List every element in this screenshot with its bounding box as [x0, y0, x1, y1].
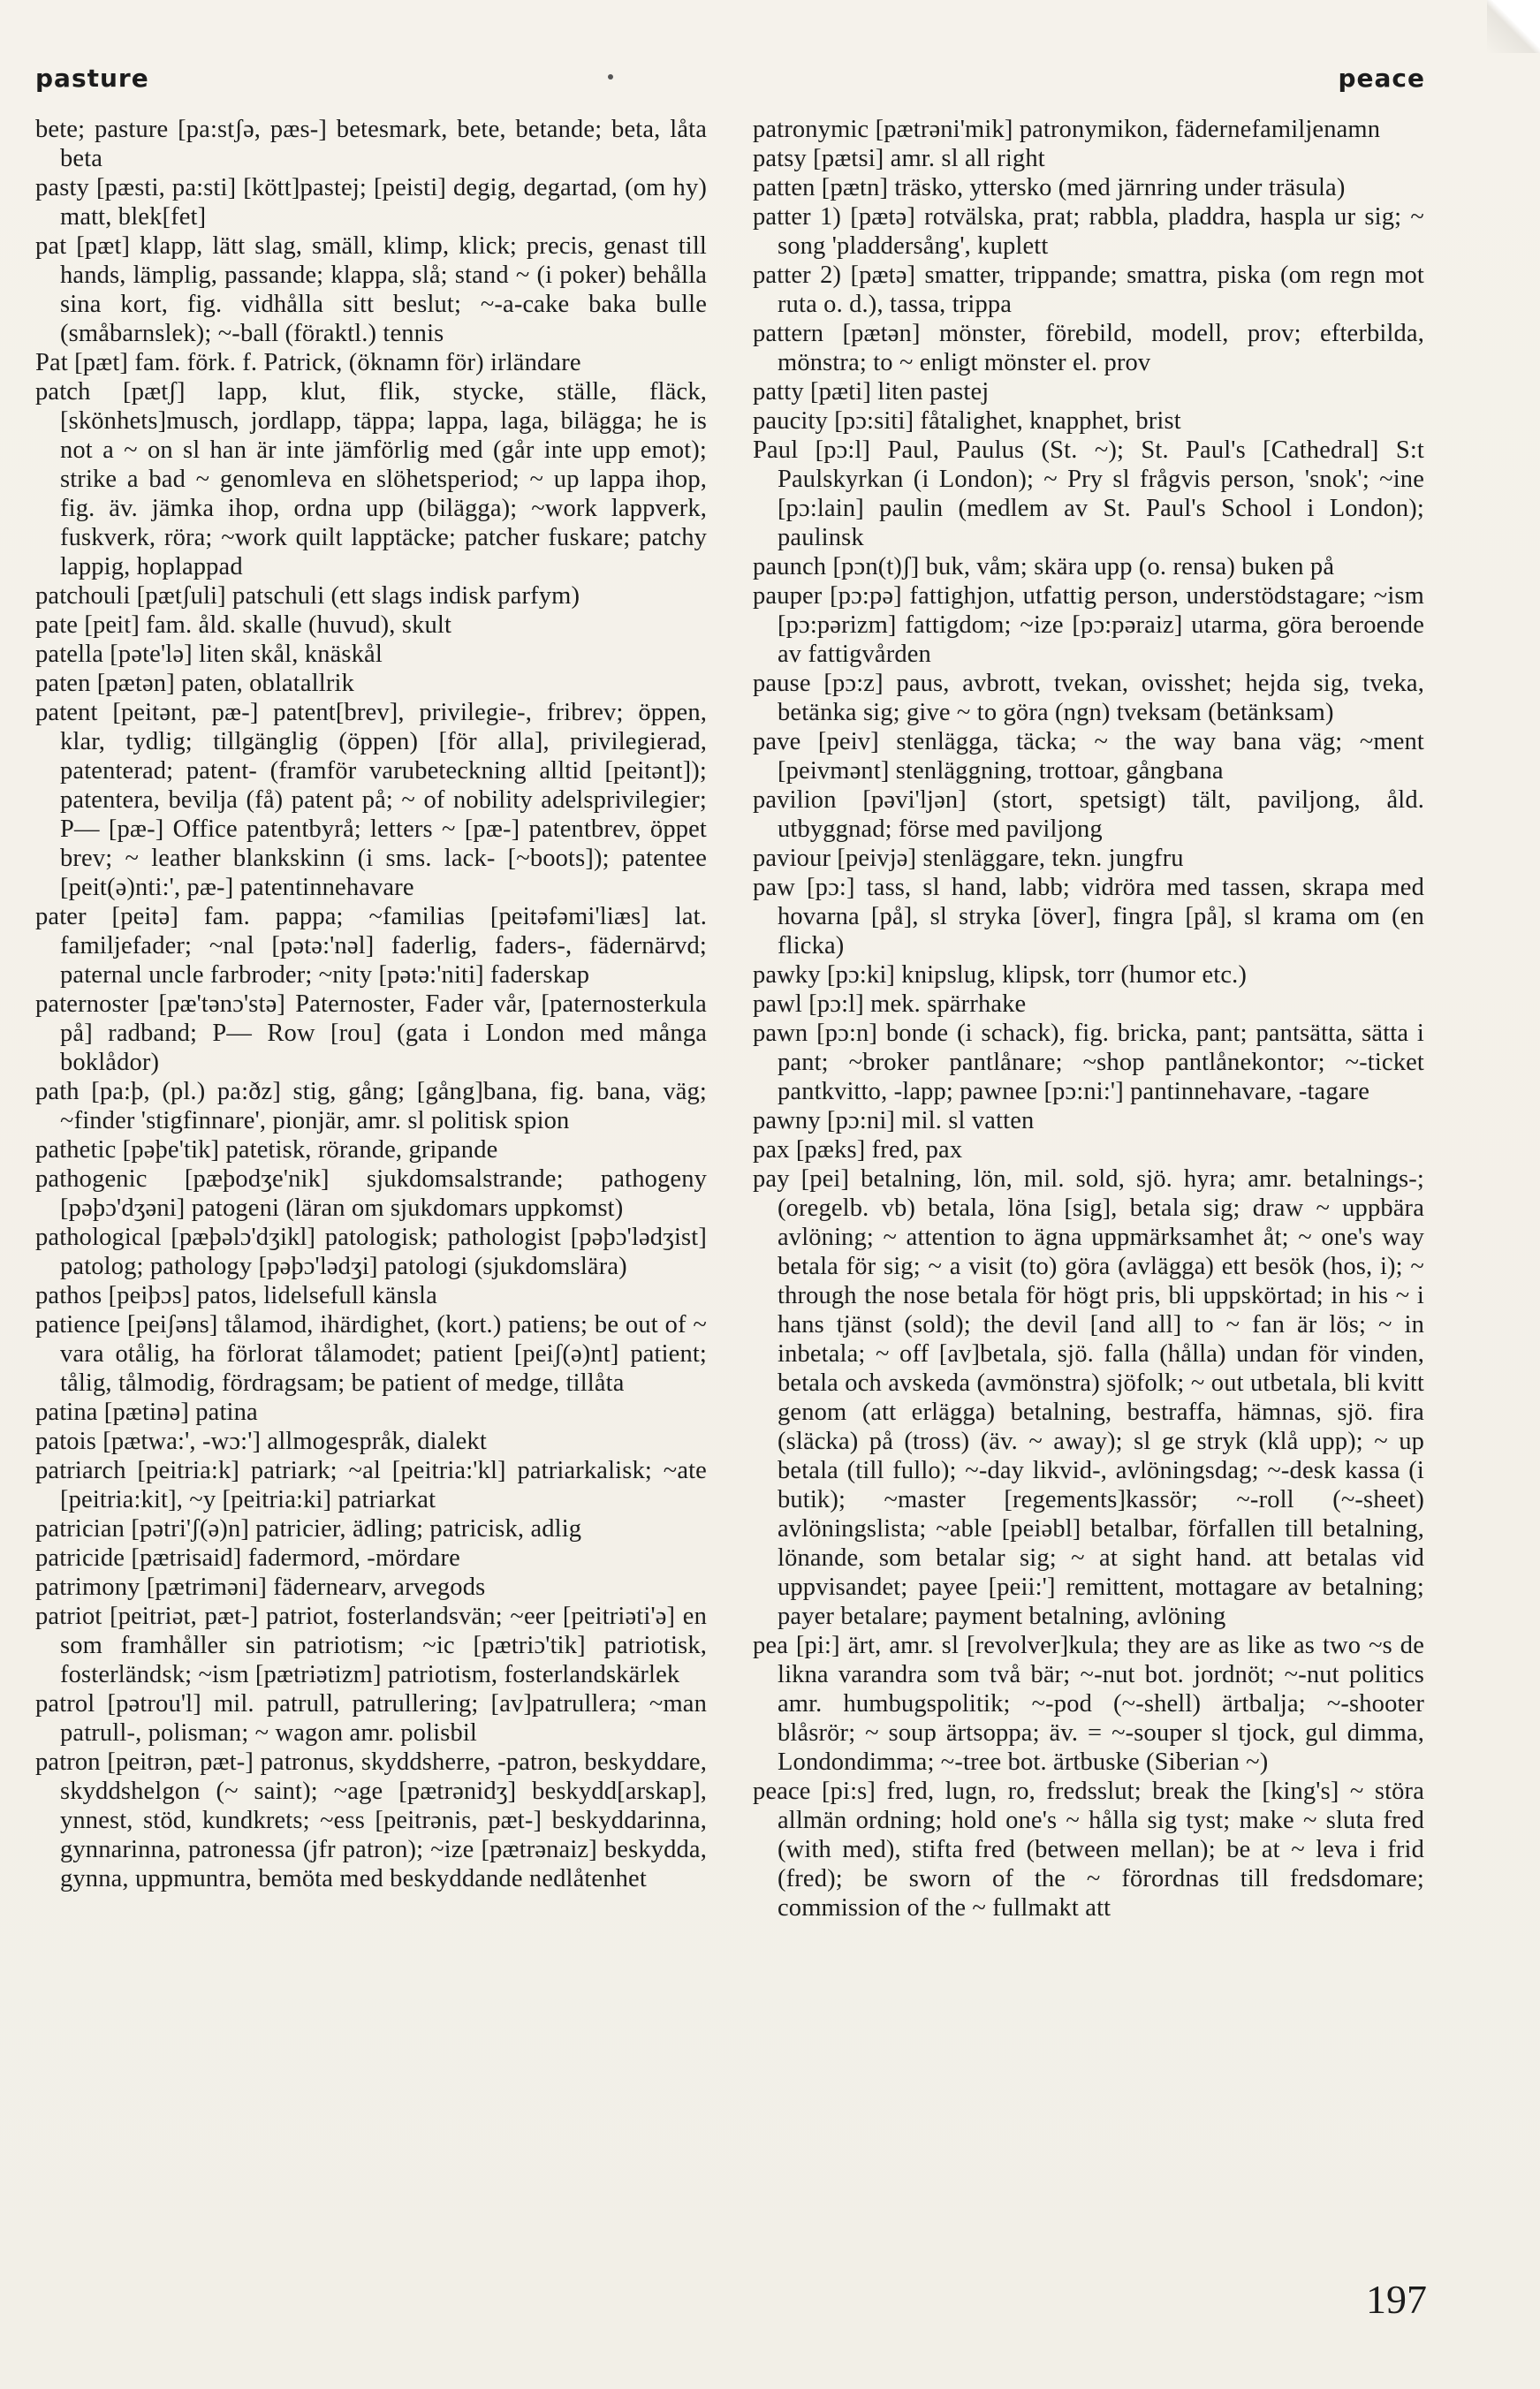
dictionary-entry: paucity [pɔ:siti] fåtalighet, knapphet, brist [753, 407, 1181, 435]
left-column [35, 115, 707, 1893]
dictionary-entry: pathos [peiþɔs] patos, lidelsefull känsla [35, 1282, 437, 1309]
dictionary-entry: pause [pɔ:z] paus, avbrott, tvekan, ovisshet; hejda sig, tveka, betänka sig; give ~ to göra (ngn) tveksam (betänksam) [753, 670, 1424, 726]
running-head-left: pasture [35, 64, 149, 93]
dictionary-entry: peace [pi:s] fred, lugn, ro, fredsslut; break the [king's] ~ störa allmän ordning; hold one's ~ hålla sig tyst; make ~ sluta fred (with med), stifta fred (between mellan); be at ~ leva i frid (fred); be sworn of the ~ förordnas till fredsdomare; commission of the ~ fullmakt att [753, 1778, 1424, 1922]
dictionary-entry: patten [pætn] träsko, yttersko (med järnring under träsula) [753, 174, 1346, 201]
page-number: 197 [1366, 2277, 1427, 2322]
dictionary-entry: pawky [pɔ:ki] knipslug, klipsk, torr (humor etc.) [753, 961, 1248, 989]
dictionary-entry: patina [pætinə] patina [35, 1399, 258, 1426]
dictionary-entry: patchouli [pætʃuli] patschuli (ett slags indisk parfym) [35, 582, 580, 610]
dictionary-entry: patrician [pətri'ʃ(ə)n] patricier, ädling; patricisk, adlig [35, 1515, 582, 1543]
dictionary-entry: patch [pætʃ] lapp, klut, flik, stycke, ställe, fläck, [skönhets]musch, jordlapp, täppa; lappa, laga, bilägga; he is not a ~ on sl han är inte jämförlig med (går inte upp emot); strike a bad ~ genomleva en slöhetsperiod; ~ up lappa ihop, fig. äv. jämka ihop, ordna upp (bilägga); ~work lappverk, fuskverk, röra; ~work quilt lapptäcke; patcher fuskare; patchy lappig, hoplappad [35, 378, 707, 580]
dictionary-entry: pawny [pɔ:ni] mil. sl vatten [753, 1107, 1035, 1134]
dictionary-entry: pate [peit] fam. åld. skalle (huvud), skult [35, 611, 452, 639]
header-dot [608, 74, 613, 80]
dictionary-entry: pathogenic [pæþodʒe'nik] sjukdomsalstrande; pathogeny [pəþɔ'dʒəni] patogeni (läran om sjukdomars uppkomst) [35, 1165, 707, 1222]
dictionary-entry: Pat [pæt] fam. förk. f. Patrick, (öknamn för) irländare [35, 349, 581, 376]
dictionary-entry: patent [peitənt, pæ-] patent[brev], privilegie-, fribrev; öppen, klar, tydlig; tillgänglig (öppen) [för alla], privilegierad, patenterad; patent- (framför varubeteckning alltid [peitənt]); patentera, bevilja (få) patent på; ~ of nobility adelsprivilegier; P— [pæ-] Office patentbyrå; letters ~ [pæ-] patentbrev, öppet brev; ~ leather blankskinn (i sms. lack- [~boots]); patentee [peit(ə)nti:', pæ-] patentinnehavare [35, 699, 707, 901]
dictionary-entry: patronymic [pætrəni'mik] patronymikon, fädernefamiljenamn [753, 116, 1381, 143]
dictionary-entry: paten [pætən] paten, oblatallrik [35, 670, 354, 697]
dictionary-entry: patois [pætwa:', -wɔ:'] allmogespråk, dialekt [35, 1428, 487, 1455]
dictionary-entry: patron [peitrən, pæt-] patronus, skyddsherre, -patron, beskyddare, skyddshelgon (~ saint); ~age [pætrənidʒ] beskydd[arskap], ynnest, stöd, kundkrets; ~ess [peitrənis, pæt-] beskyddarinna, gynnarinna, patronessa (jfr patron); ~ize [pætrənaiz] beskydda, gynna, uppmuntra, bemöta med beskyddande nedlåtenhet [35, 1748, 707, 1892]
dictionary-entry: pat [pæt] klapp, lätt slag, smäll, klimp, klick; precis, genast till hands, lämplig, passande; klappa, slå; stand ~ (i poker) behålla sina kort, fig. vidhålla sitt beslut; ~-a-cake baka bulle (småbarnslek); ~-ball (föraktl.) tennis [35, 232, 707, 347]
right-column [753, 115, 1424, 1923]
dictionary-entry: pasty [pæsti, pa:sti] [kött]pastej; [peisti] degig, degartad, (om hy) matt, blek[fet] [35, 174, 707, 231]
dictionary-entry: pawl [pɔ:l] mek. spärrhake [753, 990, 1027, 1018]
dictionary-entry: pea [pi:] ärt, amr. sl [revolver]kula; they are as like as two ~s de likna varandra som två bär; ~-nut bot. jordnöt; ~-nut politics amr. humbugspolitik; ~-pod (~-shell) ärtbalja; ~-shooter blåsrör; ~ soup ärtsoppa; äv. = ~-souper sl tjock, gul dimma, Londondimma; ~-tree bot. ärtbuske (Siberian ~) [753, 1632, 1424, 1776]
dictionary-entry: patriot [peitriət, pæt-] patriot, fosterlandsvän; ~eer [peitriəti'ə] en som framhåller sin patriotism; ~ic [pætriɔ'tik] patriotisk, fosterländsk; ~ism [pætriətizm] patriotism, fosterlandskärlek [35, 1603, 707, 1688]
dictionary-entry: patella [pəte'lə] liten skål, knäskål [35, 641, 383, 668]
dictionary-entry: patience [peiʃəns] tålamod, ihärdighet, (kort.) patiens; be out of ~ vara otålig, ha förlorat tålamodet; patient [peiʃ(ə)nt] patient; tålig, tålmodig, fördragsam; be patient of medge, tillåta [35, 1311, 707, 1397]
dictionary-entry: paunch [pɔn(t)ʃ] buk, våm; skära upp (o. rensa) buken på [753, 553, 1335, 580]
running-head-right: peace [1338, 64, 1425, 93]
dictionary-entry: pattern [pætən] mönster, förebild, modell, prov; efterbilda, mönstra; to ~ enligt mönster el. prov [753, 320, 1424, 376]
dictionary-entry: patsy [pætsi] amr. sl all right [753, 145, 1045, 172]
dictionary-entry: paternoster [pæ'tənɔ'stə] Paternoster, Fader vår, [paternosterkula på] radband; P— Row [rou] (gata i London med många boklådor) [35, 990, 707, 1076]
dictionary-entry: pauper [pɔ:pə] fattighjon, utfattig person, understödstagare; ~ism [pɔ:pərizm] fattigdom; ~ize [pɔ:pəraiz] utarma, göra beroende av fattigvården [753, 582, 1424, 668]
dictionary-entry: paviour [peivjə] stenläggare, tekn. jungfru [753, 845, 1184, 872]
dictionary-entry: patty [pæti] liten pastej [753, 378, 990, 406]
dictionary-entry: pathetic [pəþe'tik] patetisk, rörande, gripande [35, 1136, 498, 1164]
dictionary-entry: path [pa:þ, (pl.) pa:ðz] stig, gång; [gång]bana, fig. bana, väg; ~finder 'stigfinnare', pionjär, amr. sl politisk spion [35, 1078, 707, 1134]
dictionary-entry: paw [pɔ:] tass, sl hand, labb; vidröra med tassen, skrapa med hovarna [på], sl stryka [över], fingra [på], sl krama om (en flicka) [753, 874, 1424, 959]
dictionary-entry: pathological [pæþəlɔ'dʒikl] patologisk; pathologist [pəþɔ'lədʒist] patolog; pathology [pəþɔ'lədʒi] patologi (sjukdomslära) [35, 1224, 707, 1280]
dictionary-entry: pavilion [pəvi'ljən] (stort, spetsigt) tält, paviljong, åld. utbyggnad; förse med paviljong [753, 786, 1424, 843]
dictionary-entry: patricide [pætrisaid] fadermord, -mördare [35, 1544, 460, 1572]
dictionary-entry: patter 1) [pætə] rotvälska, prat; rabbla, pladdra, haspla ur sig; ~ song 'pladdersång', kuplett [753, 203, 1424, 260]
page-corner-fold [1487, 0, 1540, 53]
dictionary-entry: patriarch [peitria:k] patriark; ~al [peitria:'kl] patriarkalisk; ~ate [peitria:kit], ~y [peitria:ki] patriarkat [35, 1457, 707, 1513]
dictionary-entry: Paul [pɔ:l] Paul, Paulus (St. ~); St. Paul's [Cathedral] S:t Paulskyrkan (i London); ~ Pry sl frågvis person, 'snok'; ~ine [pɔ:lain] paulin (medlem av St. Paul's School i London); paulinsk [753, 436, 1424, 551]
dictionary-entry: patrimony [pætriməni] fädernearv, arvegods [35, 1574, 486, 1601]
dictionary-entry: bete; pasture [pa:stʃə, pæs-] betesmark, bete, betande; beta, låta beta [35, 116, 707, 172]
dictionary-entry: patrol [pətrou'l] mil. patrull, patrullering; [av]patrullera; ~man patrull-, polisman; ~ wagon amr. polisbil [35, 1690, 707, 1747]
dictionary-entry: pave [peiv] stenlägga, täcka; ~ the way bana väg; ~ment [peivmənt] stenläggning, trottoar, gångbana [753, 728, 1424, 785]
dictionary-entry: pater [peitə] fam. pappa; ~familias [peitəfəmi'liæs] lat. familjefader; ~nal [pətə:'nəl] faderlig, faders-, fädernärvd; paternal uncle farbroder; ~nity [pətə:'niti] faderskap [35, 903, 707, 989]
dictionary-entry: pay [pei] betalning, lön, mil. sold, sjö. hyra; amr. betalnings-; (oregelb. vb) betala, löna [sig], betala sig; draw ~ uppbära avlöning; ~ attention to ägna uppmärksamhet åt; ~ one's way betala för sig; ~ a visit (to) göra (avlägga) ett besök (hos, i); ~ through the nose betala för högt pris, bli uppskörtad; in his ~ i hans tjänst (sold); the devil [and all] to ~ fan är lös; ~ in inbetala; ~ off [av]betala, sjö. falla (hålla) undan för vinden, betala och avskeda (avmönstra) sjöfolk; ~ out utbetala, bli kvitt genom (att erlägga) betalning, bestraffa, hämnas, sjö. fira (släcka) på (tross) (äv. ~ away); sl ge stryk (klå upp); ~ up betala (till fullo); ~-day likvid-, avlöningsdag; ~-desk kassa (i butik); ~master [regements]kassör; ~-roll (~-sheet) avlöningslista; ~able [peiəbl] betalbar, förfallen till betalning, lönande, som betalar sig; ~ at sight hand. att betalas vid uppvisandet; payee [peii:'] remittent, mottagare av betalning; payer betalare; payment betalning, avlöning [753, 1165, 1424, 1630]
dictionary-entry: pawn [pɔ:n] bonde (i schack), fig. bricka, pant; pantsätta, sätta i pant; ~broker pantlånare; ~shop pantlånekontor; ~-ticket pantkvitto, -lapp; pawnee [pɔ:ni:'] pantinnehavare, -tagare [753, 1020, 1424, 1105]
dictionary-entry: pax [pæks] fred, pax [753, 1136, 963, 1164]
dictionary-entry: patter 2) [pætə] smatter, trippande; smattra, piska (om regn mot ruta o. d.), tassa, trippa [753, 262, 1424, 318]
